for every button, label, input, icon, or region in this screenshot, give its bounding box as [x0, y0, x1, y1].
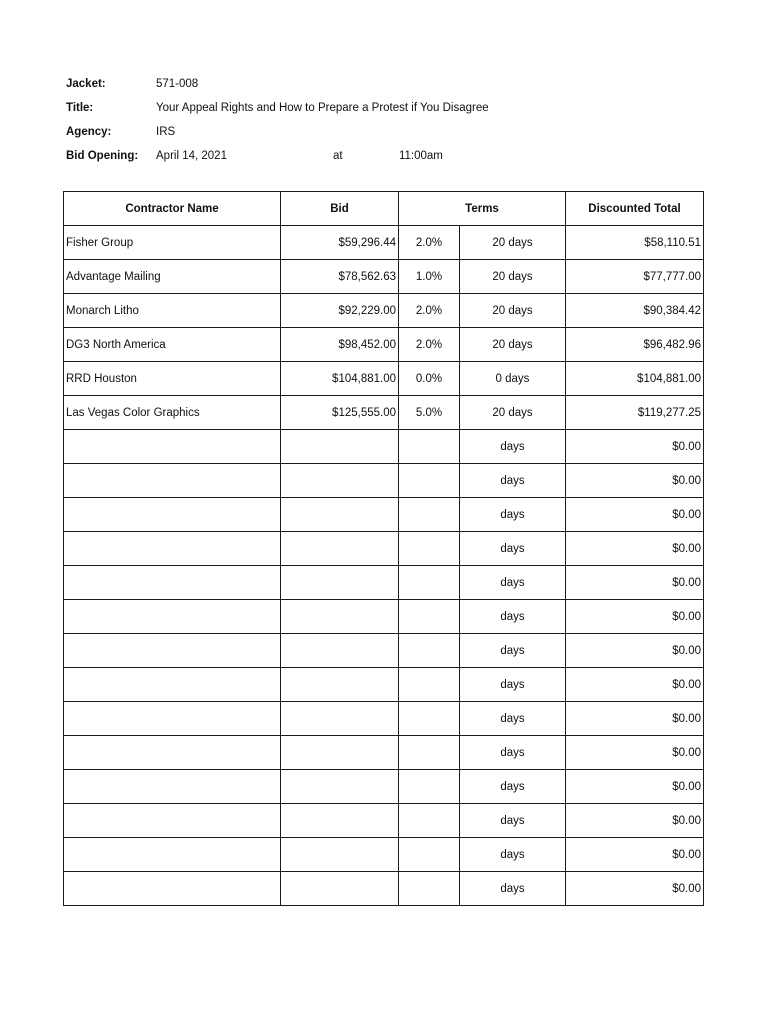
discounted-total-cell: $0.00	[566, 600, 704, 634]
discounted-total-cell: $0.00	[566, 668, 704, 702]
table-row	[64, 328, 704, 362]
bids-table	[63, 191, 704, 906]
terms-percent-cell	[399, 498, 460, 532]
bid-cell	[281, 430, 399, 464]
title-label: Title:	[66, 102, 94, 114]
terms-header: Terms	[399, 192, 566, 226]
terms-percent-cell	[399, 634, 460, 668]
terms-days-cell: days	[460, 804, 566, 838]
discounted-total-cell: $119,277.25	[566, 396, 704, 430]
contractor-name-cell	[64, 702, 281, 736]
terms-percent-cell	[399, 668, 460, 702]
terms-percent-cell: 2.0%	[399, 294, 460, 328]
discounted-total-cell: $0.00	[566, 872, 704, 906]
terms-days-cell: 20 days	[460, 226, 566, 260]
terms-percent-cell	[399, 464, 460, 498]
table-row	[64, 430, 704, 464]
discounted-total-cell: $0.00	[566, 736, 704, 770]
bid-cell	[281, 498, 399, 532]
agency-value: IRS	[156, 126, 176, 138]
terms-days-cell: days	[460, 872, 566, 906]
bid-cell	[281, 702, 399, 736]
bid-cell: $104,881.00	[281, 362, 399, 396]
discounted-total-header: Discounted Total	[566, 192, 704, 226]
table-row	[64, 736, 704, 770]
discounted-total-cell: $77,777.00	[566, 260, 704, 294]
bid-cell	[281, 464, 399, 498]
terms-days-cell: days	[460, 600, 566, 634]
table-row	[64, 838, 704, 872]
contractor-name-cell	[64, 770, 281, 804]
agency-label: Agency:	[66, 126, 112, 138]
contractor-name-cell	[64, 464, 281, 498]
terms-days-cell: days	[460, 736, 566, 770]
contractor-name-cell	[64, 872, 281, 906]
contractor-name-cell	[64, 498, 281, 532]
terms-percent-cell: 2.0%	[399, 328, 460, 362]
discounted-total-cell: $0.00	[566, 532, 704, 566]
contractor-name-header: Contractor Name	[64, 192, 281, 226]
terms-days-cell: days	[460, 566, 566, 600]
terms-days-cell: days	[460, 498, 566, 532]
table-row	[64, 464, 704, 498]
terms-percent-cell	[399, 736, 460, 770]
bid-cell	[281, 736, 399, 770]
table-row	[64, 532, 704, 566]
table-body	[64, 226, 704, 906]
contractor-name-cell	[64, 430, 281, 464]
table-row	[64, 702, 704, 736]
discounted-total-cell: $96,482.96	[566, 328, 704, 362]
terms-days-cell: 20 days	[460, 396, 566, 430]
title-value: Your Appeal Rights and How to Prepare a Protest if You Disagree	[156, 102, 489, 114]
terms-percent-cell	[399, 770, 460, 804]
discounted-total-cell: $0.00	[566, 464, 704, 498]
title-row	[66, 96, 489, 120]
bid-opening-time: 11:00am	[398, 150, 443, 162]
terms-percent-cell	[399, 872, 460, 906]
bid-header: Bid	[281, 192, 399, 226]
terms-days-cell: 0 days	[460, 362, 566, 396]
terms-days-cell: 20 days	[460, 294, 566, 328]
table-row	[64, 294, 704, 328]
terms-percent-cell	[399, 600, 460, 634]
table-row	[64, 634, 704, 668]
bid-opening-at: at	[332, 150, 343, 162]
bid-cell	[281, 566, 399, 600]
contractor-name-cell: Las Vegas Color Graphics	[64, 396, 281, 430]
contractor-name-cell	[64, 668, 281, 702]
bid-cell	[281, 872, 399, 906]
discounted-total-cell: $90,384.42	[566, 294, 704, 328]
bid-cell: $125,555.00	[281, 396, 399, 430]
terms-percent-cell: 5.0%	[399, 396, 460, 430]
bid-cell: $92,229.00	[281, 294, 399, 328]
terms-days-cell: days	[460, 838, 566, 872]
discounted-total-cell: $0.00	[566, 498, 704, 532]
terms-percent-cell	[399, 804, 460, 838]
terms-percent-cell: 0.0%	[399, 362, 460, 396]
bid-opening-label: Bid Opening:	[66, 150, 139, 162]
terms-percent-cell	[399, 838, 460, 872]
bid-cell	[281, 668, 399, 702]
table-row	[64, 260, 704, 294]
jacket-row	[66, 72, 489, 96]
bid-cell	[281, 838, 399, 872]
bid-opening-date: April 14, 2021	[156, 150, 227, 162]
bid-cell	[281, 770, 399, 804]
bid-cell: $59,296.44	[281, 226, 399, 260]
agency-row	[66, 120, 489, 144]
discounted-total-cell: $0.00	[566, 566, 704, 600]
table-row	[64, 600, 704, 634]
table-header-row	[64, 192, 704, 226]
bid-header	[66, 72, 489, 168]
terms-days-cell: 20 days	[460, 328, 566, 362]
bid-cell	[281, 600, 399, 634]
bid-opening-row	[66, 144, 489, 168]
bid-cell: $98,452.00	[281, 328, 399, 362]
jacket-label: Jacket:	[66, 78, 106, 90]
terms-percent-cell	[399, 532, 460, 566]
table-row	[64, 396, 704, 430]
contractor-name-cell: RRD Houston	[64, 362, 281, 396]
table-row	[64, 804, 704, 838]
terms-days-cell: days	[460, 532, 566, 566]
discounted-total-cell: $58,110.51	[566, 226, 704, 260]
terms-percent-cell: 2.0%	[399, 226, 460, 260]
table-row	[64, 362, 704, 396]
terms-days-cell: days	[460, 668, 566, 702]
discounted-total-cell: $0.00	[566, 702, 704, 736]
bid-cell	[281, 634, 399, 668]
table-row	[64, 872, 704, 906]
jacket-value: 571-008	[156, 78, 199, 90]
table-row	[64, 566, 704, 600]
contractor-name-cell: Monarch Litho	[64, 294, 281, 328]
discounted-total-cell: $0.00	[566, 838, 704, 872]
contractor-name-cell	[64, 838, 281, 872]
bid-cell: $78,562.63	[281, 260, 399, 294]
contractor-name-cell	[64, 804, 281, 838]
terms-days-cell: 20 days	[460, 260, 566, 294]
contractor-name-cell	[64, 634, 281, 668]
contractor-name-cell	[64, 736, 281, 770]
table-row	[64, 498, 704, 532]
contractor-name-cell	[64, 532, 281, 566]
terms-days-cell: days	[460, 702, 566, 736]
discounted-total-cell: $104,881.00	[566, 362, 704, 396]
terms-percent-cell	[399, 430, 460, 464]
terms-days-cell: days	[460, 430, 566, 464]
terms-days-cell: days	[460, 464, 566, 498]
discounted-total-cell: $0.00	[566, 430, 704, 464]
contractor-name-cell	[64, 566, 281, 600]
terms-percent-cell: 1.0%	[399, 260, 460, 294]
discounted-total-cell: $0.00	[566, 634, 704, 668]
bid-cell	[281, 804, 399, 838]
terms-days-cell: days	[460, 634, 566, 668]
terms-percent-cell	[399, 566, 460, 600]
discounted-total-cell: $0.00	[566, 804, 704, 838]
bid-cell	[281, 532, 399, 566]
terms-percent-cell	[399, 702, 460, 736]
contractor-name-cell	[64, 600, 281, 634]
terms-days-cell: days	[460, 770, 566, 804]
table-row	[64, 668, 704, 702]
table-row	[64, 770, 704, 804]
discounted-total-cell: $0.00	[566, 770, 704, 804]
contractor-name-cell: Fisher Group	[64, 226, 281, 260]
contractor-name-cell: Advantage Mailing	[64, 260, 281, 294]
table-row	[64, 226, 704, 260]
contractor-name-cell: DG3 North America	[64, 328, 281, 362]
